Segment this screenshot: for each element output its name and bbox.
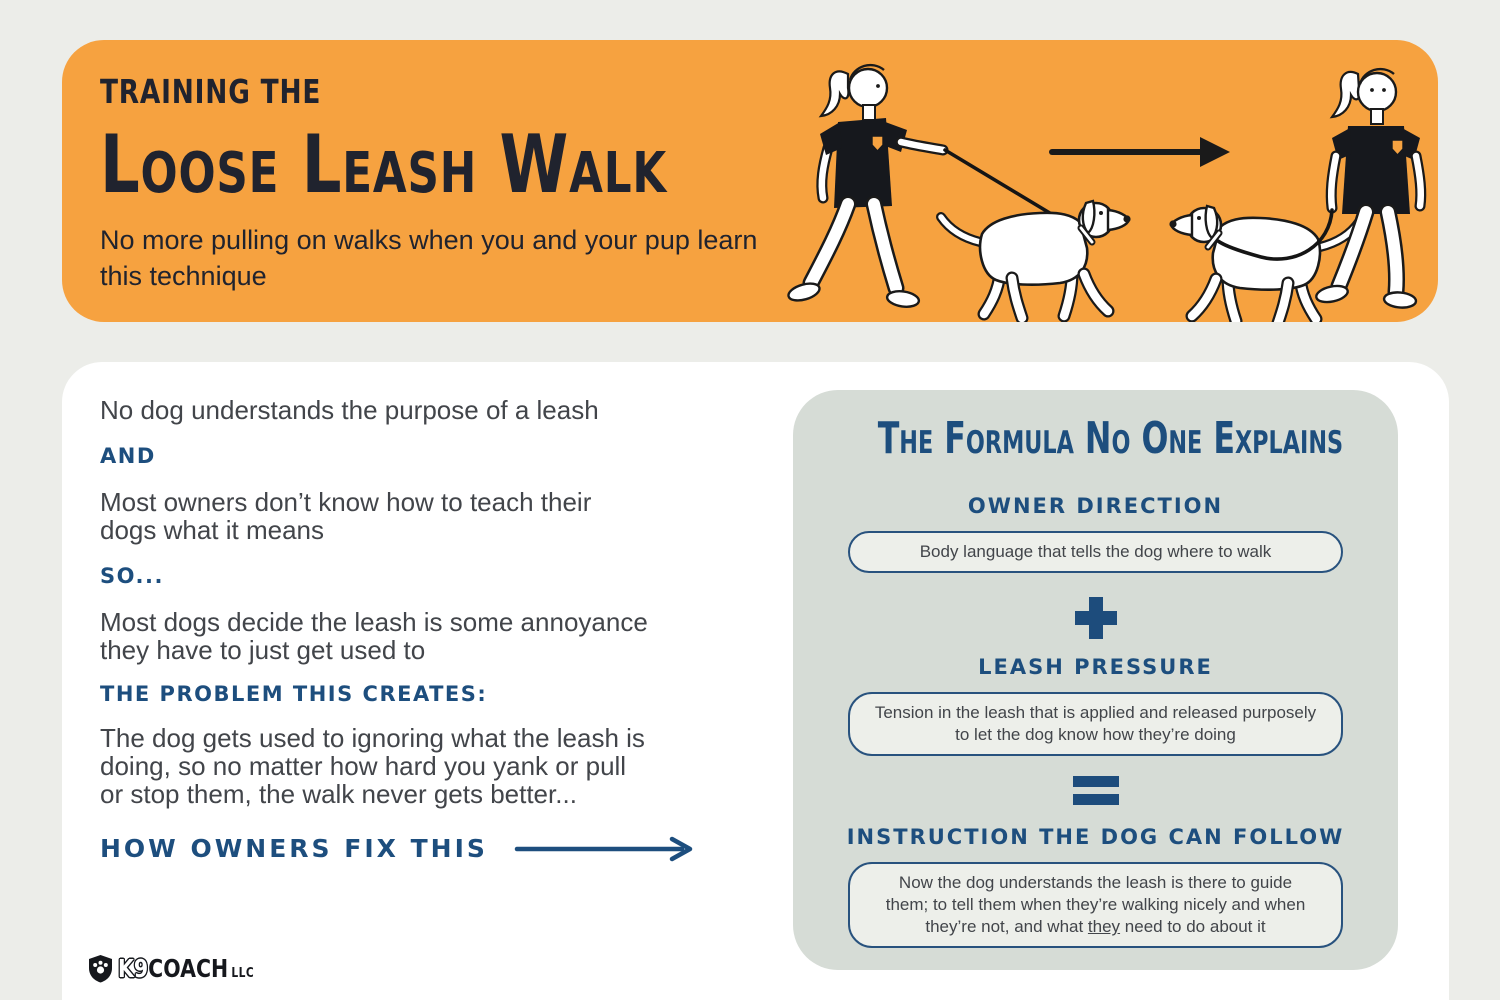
problem-creates-label: THE PROBLEM THIS CREATES:	[100, 682, 488, 706]
problem-column	[100, 362, 790, 863]
problem-statement-3: Most dogs decide the leash is some annoyance they have to just get used to	[100, 607, 648, 665]
header-subtitle	[100, 223, 827, 295]
how-owners-fix-this-row	[100, 834, 790, 863]
brand-wordmark	[118, 954, 254, 983]
shield-paw-icon	[88, 954, 113, 983]
header-text-block	[100, 72, 827, 295]
owner-walking-figure	[1315, 69, 1421, 309]
problem-statement-4: The dog gets used to ignoring what the leash is doing, so no matter how hard you yank or pull or stop them, the walk never gets better...	[100, 723, 645, 809]
k9coach-brand-logo	[88, 954, 284, 983]
instruction-pill: Now the dog understands the leash is there to guide them; to tell them when they’re walking nicely and when they’re not, and what they need to do about it	[848, 862, 1343, 948]
pulling-dog	[941, 201, 1131, 318]
equals-icon	[1073, 776, 1119, 805]
leash-walk-illustration	[780, 40, 1440, 322]
brand-llc: LLC	[231, 966, 255, 981]
subtitle-line: No more pulling on walks when you and your pup learn	[100, 225, 758, 255]
brand-k9: K9	[118, 954, 149, 983]
problem-statement-1: No dog understands the purpose of a leash	[100, 395, 599, 425]
plus-icon	[1075, 597, 1117, 639]
scene-loose-walk	[1169, 69, 1420, 322]
underlined-they: they	[1087, 917, 1121, 937]
header-banner	[62, 40, 1438, 322]
instruction-last-line: they’re not, and what they need to do about it	[925, 917, 1266, 937]
transition-arrow-icon	[1052, 137, 1230, 167]
connector-label-and: AND	[100, 444, 156, 468]
step-label-owner-direction: OWNER DIRECTION	[967, 494, 1224, 519]
formula-title: The Formula No One Explains	[877, 413, 1344, 464]
scene-pulling	[787, 65, 1131, 318]
page-title: Loose Leash Walk	[100, 118, 667, 211]
header-kicker: TRAINING THE	[100, 72, 322, 111]
connector-label-so: SO...	[100, 564, 164, 588]
formula-card	[793, 390, 1398, 970]
owner-pulled-figure	[787, 65, 943, 309]
step-label-instruction: INSTRUCTION THE DOG CAN FOLLOW	[846, 825, 1345, 850]
brand-coach: COACH	[148, 954, 229, 983]
leash-pressure-pill: Tension in the leash that is applied and released purposely to let the dog know how they’re doing	[848, 692, 1343, 756]
cta-label: HOW OWNERS FIX THIS	[100, 834, 488, 863]
cta-arrow-icon	[514, 836, 696, 862]
subtitle-line: this technique	[100, 260, 267, 291]
owner-direction-pill: Body language that tells the dog where to walk	[848, 531, 1343, 573]
step-label-leash-pressure: LEASH PRESSURE	[978, 655, 1213, 680]
problem-statement-2: Most owners don’t know how to teach their dogs what it means	[100, 487, 592, 545]
